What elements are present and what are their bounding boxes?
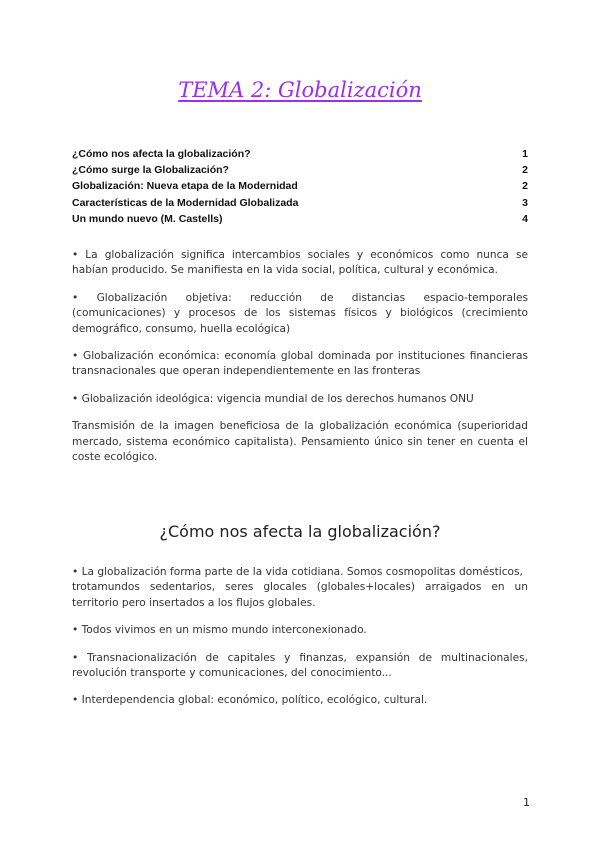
toc-entry-page: 1 (522, 148, 528, 160)
toc-entry-label: ¿Cómo nos afecta la globalización? (72, 148, 251, 160)
page-number: 1 (523, 796, 530, 809)
toc-entry-label: Características de la Modernidad Globalizada (72, 196, 299, 209)
toc-entry[interactable] (72, 146, 528, 162)
section-paragraph: • Transnacionalización de capitales y finanzas, expansión de multinacionales, revolución transporte y comunicaciones, del conocimiento... (72, 651, 528, 680)
toc-entry-page: 3 (522, 196, 528, 209)
page-title: TEMA 2: Globalización (178, 78, 422, 102)
toc-entry-label: Un mundo nuevo (M. Castells) (72, 212, 223, 225)
toc-entry[interactable] (72, 162, 528, 178)
toc-entry-page: 4 (522, 212, 528, 225)
intro-paragraph: • La globalización significa intercambios sociales y económicos como nunca se habían producido. Se manifiesta en la vida social, política, cultural y económica. (72, 249, 528, 277)
section-paragraph: • Interdependencia global: económico, político, ecológico, cultural. (72, 694, 428, 707)
toc-entry-page: 2 (522, 164, 528, 177)
intro-paragraph: • Globalización económica: economía global dominada por instituciones financieras transnacionales que operan independientemente en las fronteras (72, 350, 528, 378)
intro-text (72, 248, 528, 477)
toc-entry[interactable] (72, 195, 528, 211)
section-paragraph (72, 565, 528, 611)
toc-entry-label: Globalización: Nueva etapa de la Modernidad (72, 180, 298, 193)
section-paragraph-line: trotamundos sedentarios, seres glocales (globales+locales) arraigados en un territorio pero insertados a los flujos globales. (72, 581, 528, 609)
intro-paragraph: • Globalización objetiva: reducción de distancias espacio-temporales (comunicaciones) y procesos de los sistemas físicos y biológicos (crecimiento demográfico, consumo, huella ecológica) (72, 291, 528, 335)
table-of-contents (72, 146, 528, 227)
intro-paragraph: • Globalización ideológica: vigencia mundial de los derechos humanos ONU (72, 392, 474, 405)
toc-entry[interactable] (72, 211, 528, 227)
section-text (72, 565, 528, 721)
toc-entry[interactable] (72, 178, 528, 194)
section-paragraph: • Todos vivimos en un mismo mundo interconexionado. (72, 624, 367, 637)
toc-entry-label: ¿Cómo surge la Globalización? (72, 164, 229, 177)
toc-entry-page: 2 (522, 180, 528, 193)
intro-paragraph: Transmisión de la imagen beneficiosa de la globalización económica (superioridad mercado, sistema económico capitalista). Pensamiento único sin tener en cuenta el coste ecológico. (72, 420, 528, 464)
section-heading: ¿Cómo nos afecta la globalización? (159, 522, 441, 541)
section-paragraph-line: • La globalización forma parte de la vida cotidiana. Somos cosmopolitas domésticos, (72, 566, 523, 578)
